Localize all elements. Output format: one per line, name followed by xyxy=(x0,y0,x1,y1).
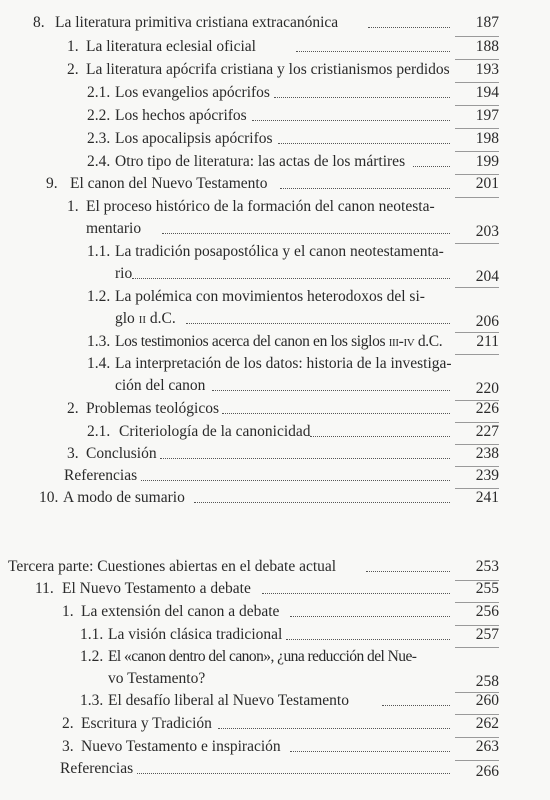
toc-entry-subsection xyxy=(0,646,550,690)
dot-leader xyxy=(278,128,450,150)
toc-entry-section xyxy=(0,443,550,465)
dot-leader xyxy=(252,105,450,127)
dot-leader xyxy=(262,578,450,600)
entry-title: La literatura primitiva cristiana extracanónica xyxy=(55,14,339,31)
toc-entry-subsection xyxy=(0,624,550,646)
entry-number: 1.3. xyxy=(87,333,111,350)
dot-leader xyxy=(162,218,450,240)
page-number: 260 xyxy=(475,692,499,709)
entry-title: Los apocalipsis apócrifos xyxy=(115,130,273,147)
entry-number: 1. xyxy=(67,198,79,215)
entry-title-line1: El proceso histórico de la formación del canon neotesta- xyxy=(86,198,435,215)
entry-number: 2.4. xyxy=(87,153,111,170)
dot-leader xyxy=(368,12,450,34)
dot-leader xyxy=(310,421,450,443)
entry-number: 2.1. xyxy=(87,423,111,440)
toc-entry-chapter-9 xyxy=(0,173,550,195)
dot-leader xyxy=(280,173,450,195)
dot-leader xyxy=(286,624,450,646)
toc-entry-section xyxy=(0,601,550,623)
entry-title: Los evangelios apócrifos xyxy=(115,84,270,101)
page-number: 211 xyxy=(476,333,499,350)
entry-title-line2: vo Testamento? xyxy=(108,670,206,687)
entry-number: 1.1. xyxy=(87,243,111,260)
entry-number: 2. xyxy=(67,61,79,78)
page-number: 262 xyxy=(475,715,499,732)
page-number: 238 xyxy=(475,445,499,462)
page-number: 201 xyxy=(475,175,499,192)
entry-title-line2: ción del canon xyxy=(115,377,206,394)
entry-title: La literatura eclesial oficial xyxy=(86,38,256,55)
page-number: 255 xyxy=(475,580,499,597)
entry-number: 8. xyxy=(33,14,45,31)
toc-entry-references xyxy=(0,465,550,487)
entry-title: Referencias xyxy=(64,467,138,484)
toc-entry-subsection xyxy=(0,128,550,150)
page-number: 226 xyxy=(475,400,499,417)
page-number: 204 xyxy=(475,268,499,285)
dot-leader xyxy=(413,151,450,173)
entry-title-line1: La tradición posapostólica y el canon neotestamenta- xyxy=(115,243,444,260)
toc-entry-subsection xyxy=(0,151,550,173)
dot-leader xyxy=(141,465,450,487)
toc-entry-section xyxy=(0,59,550,81)
toc-entry-subsection xyxy=(0,690,550,712)
page-number: 256 xyxy=(475,603,499,620)
toc-entry-section xyxy=(0,196,550,240)
entry-title: El desafío liberal al Nuevo Testamento xyxy=(108,692,349,709)
toc-entry-chapter-10 xyxy=(0,487,550,509)
entry-number: 9. xyxy=(46,175,58,192)
dot-leader xyxy=(382,690,450,712)
page-number: 187 xyxy=(475,14,499,31)
page-number: 198 xyxy=(475,130,499,147)
entry-number: 2. xyxy=(62,715,74,732)
dot-leader xyxy=(222,398,450,420)
page-number: 239 xyxy=(475,467,499,484)
page-number: 227 xyxy=(475,423,499,440)
entry-title: Criteriología de la canonicidad xyxy=(119,423,311,440)
toc-entry-subsection xyxy=(0,241,550,285)
entry-title: Otro tipo de literatura: las actas de los mártires xyxy=(115,153,406,170)
entry-number: 3. xyxy=(62,738,74,755)
page-number: 257 xyxy=(475,626,499,643)
entry-title-line2: rio xyxy=(115,265,133,282)
page-number: 220 xyxy=(475,380,499,397)
entry-title-line1: La interpretación de los datos: historia de la investiga- xyxy=(115,355,452,372)
toc-entry-subsection xyxy=(0,105,550,127)
dot-leader xyxy=(218,713,450,735)
entry-title: Conclusión xyxy=(86,445,157,462)
page-number: 253 xyxy=(475,558,499,575)
dot-leader xyxy=(194,487,450,509)
page-number: 194 xyxy=(475,84,499,101)
toc-part-heading xyxy=(0,556,550,578)
entry-title: La literatura apócrifa cristiana y los cristianismos perdidos xyxy=(86,61,450,78)
dot-leader xyxy=(290,736,450,758)
entry-title-line2: mentario xyxy=(86,220,142,237)
toc-entry-section xyxy=(0,36,550,58)
dot-leader xyxy=(137,758,450,780)
page-number: 193 xyxy=(475,61,499,78)
entry-number: 2.2. xyxy=(87,107,111,124)
entry-number: 1.3. xyxy=(80,692,104,709)
toc-entry-subsection xyxy=(0,82,550,104)
entry-number: 3. xyxy=(67,445,79,462)
entry-title: Los hechos apócrifos xyxy=(115,107,247,124)
entry-number: 1.4. xyxy=(87,355,111,372)
entry-title-line1: La polémica con movimientos heterodoxos del si- xyxy=(115,288,425,305)
page-number: 263 xyxy=(475,738,499,755)
dot-leader xyxy=(290,601,450,623)
dot-leader xyxy=(296,36,450,58)
dot-leader xyxy=(366,556,450,578)
entry-title: Los testimonios acerca del canon en los siglos iii-iv d.C. xyxy=(115,333,443,350)
page-number: 199 xyxy=(475,153,499,170)
toc-entry-references xyxy=(0,758,550,780)
entry-title: La visión clásica tradicional xyxy=(108,626,283,643)
entry-number: 1. xyxy=(62,603,74,620)
toc-entry-subsection xyxy=(0,331,550,353)
entry-title: El canon del Nuevo Testamento xyxy=(70,175,268,192)
toc-entry-chapter-11 xyxy=(0,578,550,600)
toc-entry-section xyxy=(0,398,550,420)
page-number: 197 xyxy=(475,107,499,124)
entry-title: La extensión del canon a debate xyxy=(81,603,280,620)
toc-entry-subsection xyxy=(0,286,550,330)
entry-number: 2. xyxy=(67,400,79,417)
entry-number: 1.1. xyxy=(80,626,104,643)
toc-entry-subsection xyxy=(0,421,550,443)
dot-leader xyxy=(274,82,450,104)
entry-title: El Nuevo Testamento a debate xyxy=(62,580,251,597)
page-number: 188 xyxy=(475,38,499,55)
entry-title: Referencias xyxy=(60,760,134,777)
page-number: 203 xyxy=(475,223,499,240)
entry-number: 10. xyxy=(39,489,59,506)
entry-number: 1.2. xyxy=(87,288,111,305)
dot-leader xyxy=(132,263,450,285)
toc-entry-section xyxy=(0,713,550,735)
entry-number: 2.3. xyxy=(87,130,111,147)
toc-entry-subsection xyxy=(0,353,550,397)
page-number: 266 xyxy=(475,763,499,780)
page-number: 241 xyxy=(475,489,499,506)
dot-leader xyxy=(212,375,450,397)
entry-title: Problemas teológicos xyxy=(86,400,220,417)
part-title: Tercera parte: Cuestiones abiertas en el debate actual xyxy=(8,558,337,575)
entry-number: 2.1. xyxy=(87,84,111,101)
entry-title: Escritura y Tradición xyxy=(81,715,212,732)
entry-title-line2: glo ii d.C. xyxy=(115,310,176,327)
page-number: 206 xyxy=(475,313,499,330)
entry-title-line1: El «canon dentro del canon», ¿una reducción del Nue- xyxy=(108,648,417,665)
toc-entry-chapter-8 xyxy=(0,12,550,34)
toc-entry-section xyxy=(0,736,550,758)
entry-number: 1.2. xyxy=(80,648,104,665)
entry-number: 11. xyxy=(35,580,54,597)
page-number: 258 xyxy=(475,673,499,690)
entry-title: A modo de sumario xyxy=(63,489,185,506)
dot-leader xyxy=(186,308,450,330)
entry-number: 1. xyxy=(67,38,79,55)
dot-leader xyxy=(160,443,450,465)
entry-title: Nuevo Testamento e inspiración xyxy=(81,738,281,755)
